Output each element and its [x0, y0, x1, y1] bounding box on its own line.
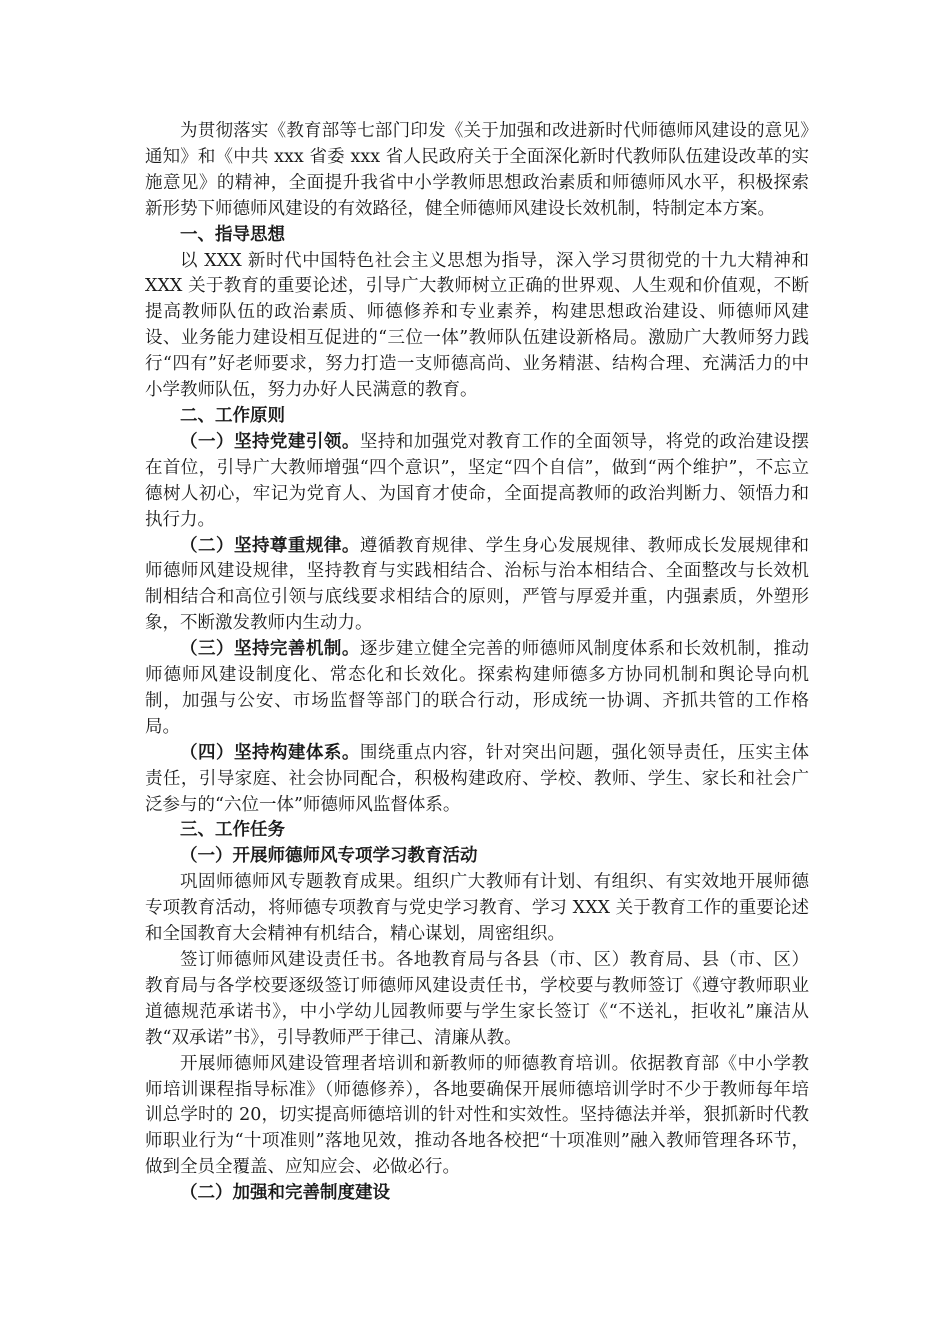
principle-text-4: 围绕重点内容，针对突出问题，强化领导责任，压实主体责任，引导家庭、社会协同配合，积极构建政府、学校、教师、学生、家长和社会广泛参与的“六位一体”师德师风监督体系。	[145, 742, 810, 815]
document-body	[145, 119, 809, 1207]
section-heading-work-tasks: 三、工作任务	[180, 820, 285, 841]
principle-paragraph-3	[145, 637, 809, 741]
task1-paragraph-2: 签订师德师风建设责任书。各地教育局与各县（市、区）教育局、县（市、区）教育局与各学校要逐级签订师德师风建设责任书，学校要与教师签订《遵守教师职业道德规范承诺书》，中小学幼儿园教师要与学生家长签订《“不送礼，拒收礼”廉洁从教“双承诺”书》，引导教师严于律己、清廉从教。	[145, 950, 809, 1048]
intro-paragraph: 为贯彻落实《教育部等七部门印发《关于加强和改进新时代师德师风建设的意见》通知》和《中共 xxx 省委 xxx 省人民政府关于全面深化新时代教师队伍建设改革的实施意见》的精神，全面提升我省中小学教师思想政治素质和师德师风水平，积极探索新形势下师德师风建设的有效路径，健全师德师风建设长效机制，特制定本方案。	[145, 121, 809, 219]
principle-text-1: 坚持和加强党对教育工作的全面领导，将党的政治建设摆在首位，引导广大教师增强“四个意识”，坚定“四个自信”，做到“两个维护”，不忘立德树人初心，牢记为党育人、为国育才使命，全面提高教师的政治判断力、领悟力和执行力。	[145, 431, 810, 530]
principle-text-2: 遵循教育规律、学生身心发展规律、教师成长发展规律和师德师风建设规律，坚持教育与实践相结合、治标与治本相结合、全面整改与长效机制相结合和高位引领与底线要求相结合的原则，严管与厚爱并重，内强素质，外塑形象，不断激发教师内生动力。	[145, 535, 810, 634]
principle-paragraph-4	[145, 741, 809, 819]
principle-lead-4: （四）坚持构建体系。	[180, 742, 360, 763]
section-heading-work-principles: 二、工作原则	[180, 405, 285, 426]
principle-lead-3: （三）坚持完善机制。	[180, 639, 360, 660]
task-heading-2: （二）加强和完善制度建设	[180, 1183, 390, 1204]
principle-lead-2: （二）坚持尊重规律。	[180, 535, 360, 556]
principle-lead-1: （一）坚持党建引领。	[180, 431, 360, 452]
principle-text-3: 逐步建立健全完善的师德师风制度体系和长效机制，推动师德师风建设制度化、常态化和长效化。探索构建师德多方协同机制和舆论导向机制，加强与公安、市场监督等部门的联合行动，形成统一协调、齐抓共管的工作格局。	[145, 639, 810, 737]
task1-paragraph-3: 开展师德师风建设管理者培训和新教师的师德教育培训。依据教育部《中小学教师培训课程指导标准》（师德修养），各地要确保开展师德培训学时不少于教师每年培训总学时的 20，切实提高师德培训的针对性和实效性。坚持德法并举，狠抓新时代教师职业行为“十项准则”落地见效，推动各地各校把“十项准则”融入教师管理各环节，做到全员全覆盖、应知应会、必做必行。	[145, 1053, 809, 1178]
guiding-ideology-paragraph: 以 XXX 新时代中国特色社会主义思想为指导，深入学习贯彻党的十九大精神和 XXX 关于教育的重要论述，引导广大教师树立正确的世界观、人生观和价值观，不断提高教师队伍的政治素质、师德修养和专业素养，构建思想政治建设、师德师风建设、业务能力建设相互促进的“三位一体”教师队伍建设新格局。激励广大教师努力践行“四有”好老师要求，努力打造一支师德高尚、业务精湛、结构合理、充满活力的中小学教师队伍，努力办好人民满意的教育。	[145, 250, 809, 401]
task-heading-1: （一）开展师德师风专项学习教育活动	[180, 846, 478, 867]
principle-paragraph-1	[145, 430, 809, 534]
section-heading-guiding-ideology: 一、指导思想	[180, 224, 285, 245]
task1-paragraph-1: 巩固师德师风专题教育成果。组织广大教师有计划、有组织、有实效地开展师德专项教育活动，将师德专项教育与党史学习教育、学习 XXX 关于教育工作的重要论述和全国教育大会精神有机结合，精心谋划，周密组织。	[145, 872, 809, 945]
principle-paragraph-2	[145, 534, 809, 638]
